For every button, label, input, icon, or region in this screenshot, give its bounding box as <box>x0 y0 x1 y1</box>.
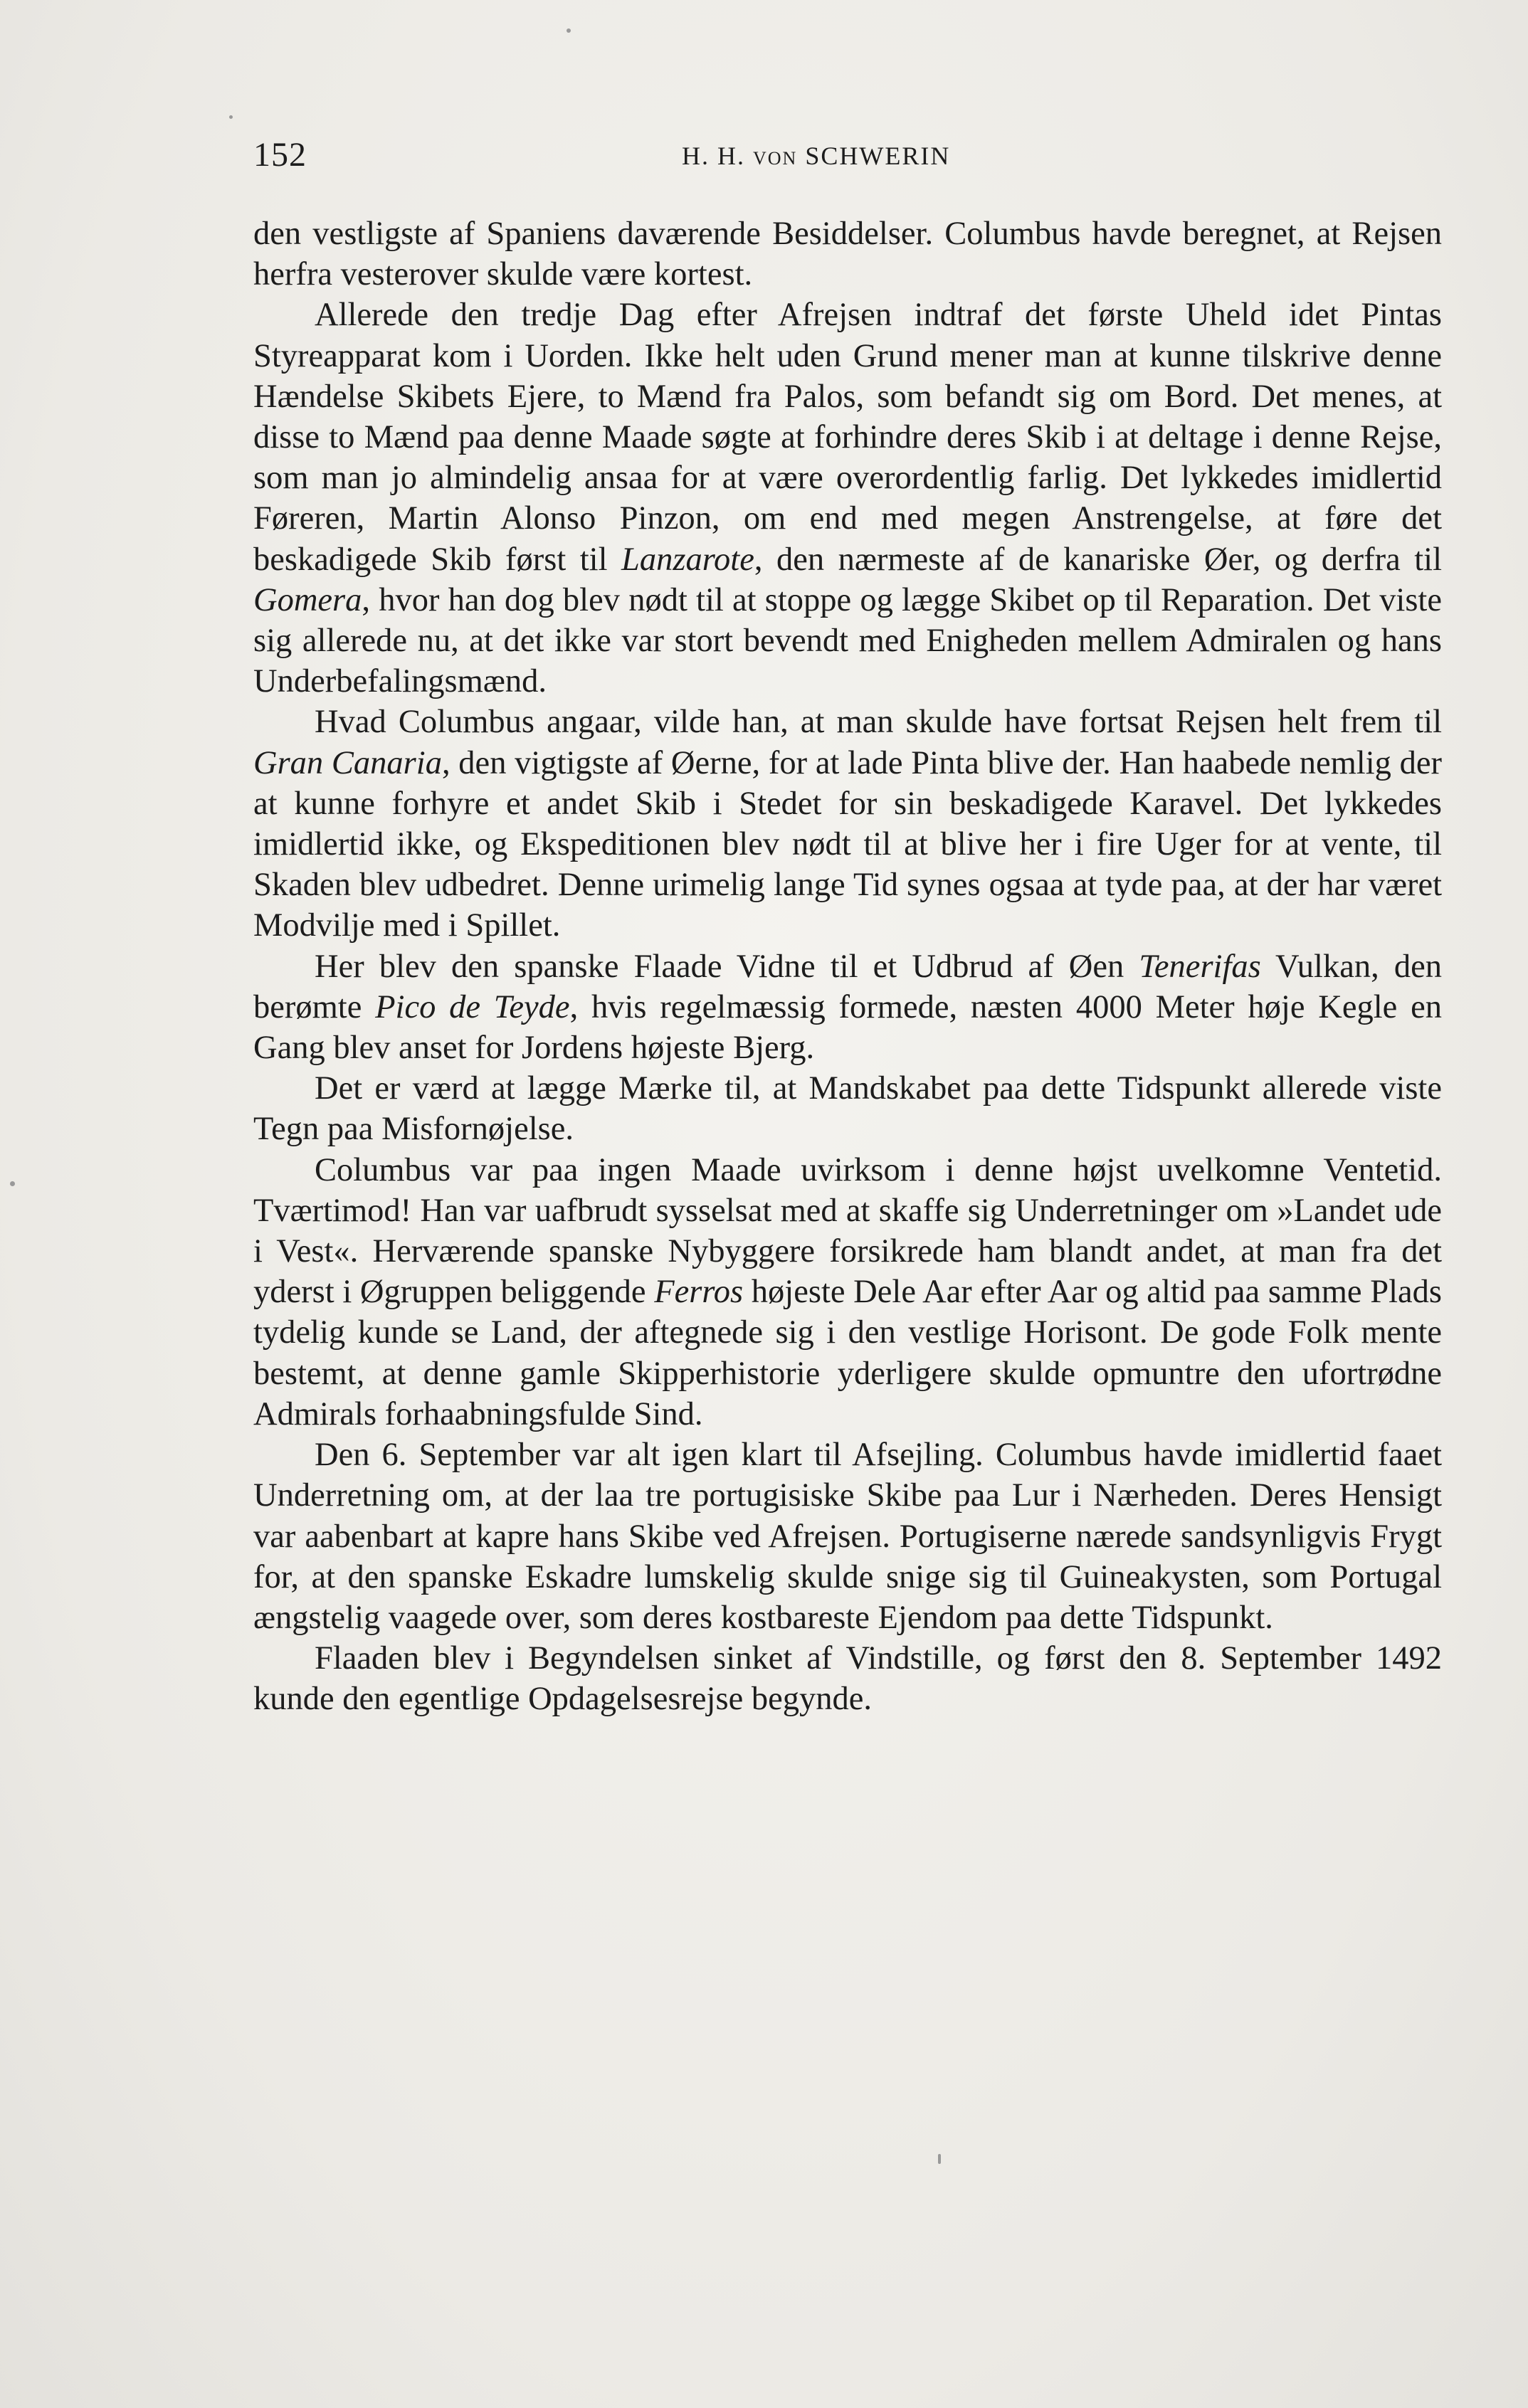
italic-name: Gomera <box>253 581 362 618</box>
author-initials: H. H. <box>682 142 745 170</box>
text-run: Columbus var paa ingen Maade uvirksom i denne højst uvelkomne Ventetid. Tværtimod! Han var uafbrudt sysselsat med at skaffe sig Underretninger om »Landet ude i Vest«. Herværende spanske Nybyggere forsikrede ham blandt andet, at man fra det yderst i Øgruppen beliggende <box>253 1151 1442 1311</box>
text-run: , hvis regelmæssig formede, næsten 4000 Meter høje Kegle en Gang blev anset for Jordens højeste Bjerg. <box>253 988 1442 1067</box>
paragraph <box>253 295 1442 702</box>
paper-speck <box>938 2154 941 2164</box>
text-run: den vestligste af Spaniens daværende Besiddelser. Columbus havde beregnet, at Rejsen herfra vesterover skulde være kortest. <box>253 216 1442 293</box>
text-run: Flaaden blev i Begyndelsen sinket af Vindstille, og først den 8. September 1492 kunde den egentlige Opdagelsesrejse begynde. <box>253 1640 1442 1718</box>
text-run: Allerede den tredje Dag efter Afrejsen indtraf det første Uheld idet Pintas Styreapparat kom i Uorden. Ikke helt uden Grund mener man at kunne tilskrive denne Hændelse Skibets Ejere, to Mænd fra Palos, som befandt sig om Bord. Det menes, at disse to Mænd paa denne Maade søgte at forhindre deres Skib i at deltage i denne Rejse, som man jo almindelig ansaa for at være overordentlig farlig. Det lykkedes imidlertid Føreren, Martin Alonso Pinzon, om end med megen Anstrengelse, at føre det beskadigede Skib først til <box>253 297 1442 578</box>
text-run: Hvad Columbus angaar, vilde han, at man skulde have fortsat Rejsen helt frem til <box>315 704 1442 741</box>
text-run: Her blev den spanske Flaade Vidne til et Udbrud af Øen <box>315 948 1139 985</box>
running-head <box>682 141 950 171</box>
author-particle: VON <box>753 148 798 169</box>
page-number: 152 <box>253 136 307 174</box>
paper-speck <box>10 1181 15 1186</box>
paper-speck <box>567 28 571 33</box>
paragraph <box>253 1638 1442 1719</box>
text-run: Den 6. September var alt igen klart til Afsejling. Columbus havde imidlertid faaet Underretning om, at der laa tre portugisiske Skibe paa Lur i Nærheden. Deres Hensigt var aabenbart at kapre hans Skibe ved Afrejsen. Portugiserne nærede sandsynligvis Frygt for, at den spanske Eskadre lumskelig skulde snige sig til Guineakysten, som Portugal ængstelig vaagede over, som deres kostbareste Ejendom paa dette Tidspunkt. <box>253 1437 1442 1636</box>
text-run: , den vigtigste af Øerne, for at lade Pinta blive der. Han haabede nemlig der at kunne forhyre et andet Skib i Stedet for sin beskadigede Karavel. Det lykkedes imidlertid ikke, og Ekspeditionen blev nødt til at blive her i fire Uger for at vente, til Skaden blev udbedret. Denne urimelig lange Tid synes ogsaa at tyde paa, at der har været Modvilje med i Spillet. <box>253 744 1442 944</box>
paper-speck <box>229 115 233 119</box>
paragraph <box>253 213 1442 295</box>
text-run: , hvor han dog blev nødt til at stoppe og lægge Skibet op til Reparation. Det viste sig allerede nu, at det ikke var stort bevendt med Enigheden mellem Admiralen og hans Underbefalingsmænd. <box>253 581 1442 700</box>
italic-name: Ferros <box>654 1274 744 1311</box>
paragraph <box>253 946 1442 1069</box>
page-header <box>253 135 1442 185</box>
body-text <box>253 213 1442 1720</box>
paragraph <box>253 702 1442 946</box>
italic-name: Pico de Teyde <box>375 988 570 1025</box>
text-run: Det er værd at lægge Mærke til, at Mandskabet paa dette Tidspunkt allerede viste Tegn paa Misfornøjelse. <box>253 1070 1442 1148</box>
italic-name: Lanzarote <box>621 541 754 578</box>
paragraph <box>253 1435 1442 1638</box>
paragraph <box>253 1150 1442 1435</box>
paragraph <box>253 1068 1442 1149</box>
text-run: Vulkan, den berømte <box>253 948 1442 1025</box>
italic-name: Gran Canaria <box>253 744 442 781</box>
italic-name: Tenerifas <box>1139 948 1261 985</box>
text-run: højeste Dele Aar efter Aar og altid paa samme Plads tydelig kunde se Land, der aftegnede sig i den vestlige Horisont. De gode Folk mente bestemt, at denne gamle Skipperhistorie yderligere skulde opmuntre den ufortrødne Admirals forhaabningsfulde Sind. <box>253 1274 1442 1432</box>
text-run: , den nærmeste af de kanariske Øer, og derfra til <box>754 541 1442 578</box>
author-surname: SCHWERIN <box>805 142 951 170</box>
